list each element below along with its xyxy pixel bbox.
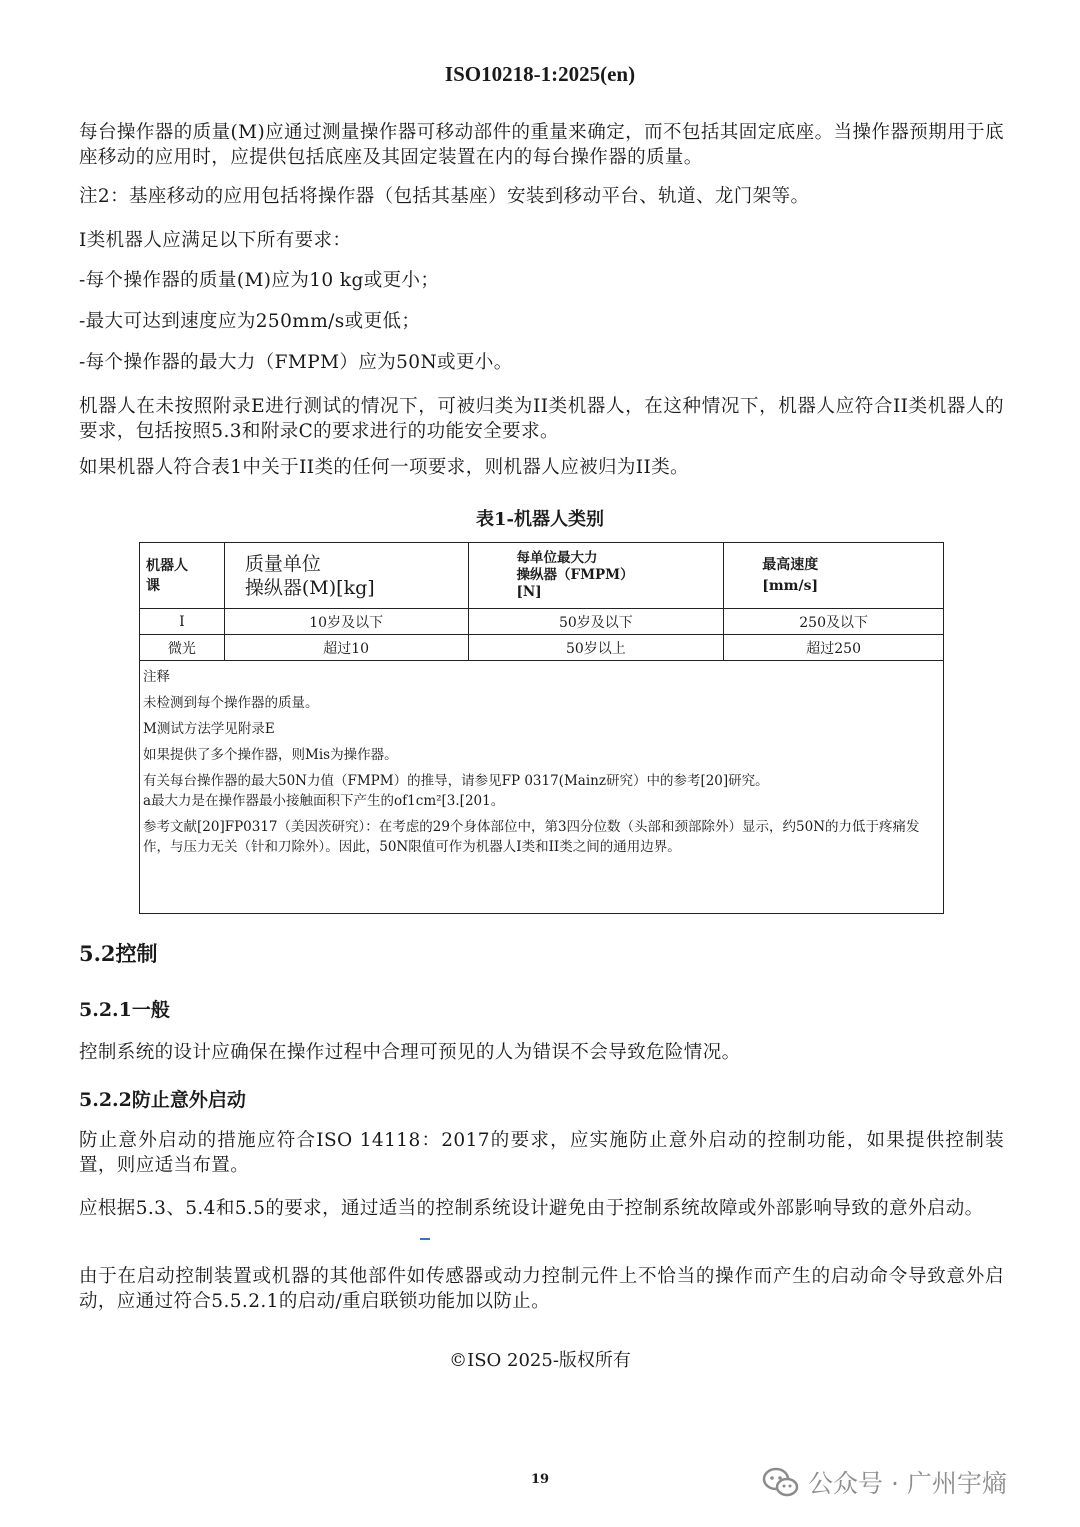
section-5-2-2-paragraph-1: 防止意外启动的措施应符合ISO 14118：2017的要求，应实施防止意外启动的控制功能，如果提供控制装置，则应适当布置。 — [79, 1130, 1004, 1176]
note-line: 未检测到每个操作器的质量。 — [143, 695, 319, 711]
note-line: 有关每台操作器的最大50N力值（FMPM）的推导，请参见FP 0317(Mainz研究）中的参考[20]研究。 — [143, 773, 769, 789]
cell-class: I — [140, 609, 225, 635]
wechat-watermark — [762, 1462, 1007, 1502]
paragraph-class-ii-classification: 机器人在未按照附录E进行测试的情况下，可被归类为II类机器人，在这种情况下，机器人应符合II类机器人的要求，包括按照5.3和附录C的要求进行的功能安全要求。 — [79, 396, 1004, 442]
cell-class: 微光 — [140, 635, 225, 661]
paragraph-table-reference: 如果机器人符合表1中关于II类的任何一项要求，则机器人应被归为II类。 — [79, 457, 690, 478]
table-caption: 表1-机器人类别 — [476, 509, 604, 530]
section-5-2-1-text: 控制系统的设计应确保在操作过程中合理可预见的人为错误不会导致危险情况。 — [79, 1042, 741, 1063]
cell-force: 50岁以上 — [468, 635, 724, 661]
header-max-force: 每单位最大力 操纵器（FMPM） [N] — [468, 543, 724, 609]
watermark-text: 公众号 · 广州宇熵 — [808, 1469, 1007, 1498]
table-notes-row — [140, 661, 944, 914]
robot-class-table — [139, 542, 944, 914]
header-mass: 质量单位 操纵器(M)[kg] — [224, 543, 468, 609]
section-heading-5-2: 5.2控制 — [79, 941, 158, 966]
note-line: 参考文献[20]FP0317（美因茨研究）：在考虑的29个身体部位中，第3四分位数（头部和颈部除外）显示，约50N的力低于疼痛发作，与压力无关（针和刀除外）。因此，50N限值可作为机器人I类和II类之间的通用边界。 — [143, 819, 920, 855]
table-row — [140, 609, 944, 635]
table-header-row — [140, 543, 944, 609]
table-row — [140, 635, 944, 661]
header-robot-class: 机器人 课 — [140, 543, 225, 609]
note-heading: 注释 — [143, 669, 170, 685]
section-heading-5-2-1: 5.2.1一般 — [79, 999, 170, 1021]
note-line: a最大力是在操作器最小接触面积下产生的of1cm²[3.[201。 — [143, 793, 505, 809]
section-heading-5-2-2: 5.2.2防止意外启动 — [79, 1089, 246, 1111]
requirement-force: -每个操作器的最大力（FMPM）应为50N或更小。 — [79, 352, 513, 373]
paragraph-manipulator-mass: 每台操作器的质量(M)应通过测量操作器可移动部件的重量来确定，而不包括其固定底座。当操作器预期用于底座移动的应用时，应提供包括底座及其固定装置在内的每台操作器的质量。 — [79, 122, 1004, 168]
stray-underline-mark — [420, 1238, 430, 1240]
table-notes — [140, 661, 944, 914]
note-2: 注2：基座移动的应用包括将操作器（包括其基座）安装到移动平台、轨道、龙门架等。 — [79, 186, 810, 207]
cell-speed: 250及以下 — [724, 609, 944, 635]
page-number: 19 — [530, 1472, 550, 1487]
cell-mass: 10岁及以下 — [224, 609, 468, 635]
section-5-2-2-paragraph-3: 由于在启动控制装置或机器的其他部件如传感器或动力控制元件上不恰当的操作而产生的启动命令导致意外启动，应通过符合5.5.2.1的启动/重启联锁功能加以防止。 — [79, 1266, 1004, 1312]
section-5-2-2-paragraph-2: 应根据5.3、5.4和5.5的要求，通过适当的控制系统设计避免由于控制系统故障或外部影响导致的意外启动。 — [79, 1198, 984, 1219]
cell-force: 50岁及以下 — [468, 609, 724, 635]
requirement-speed: -最大可达到速度应为250mm/s或更低； — [79, 311, 421, 332]
note-line: M测试方法学见附录E — [143, 721, 275, 737]
class-i-requirements-intro: I类机器人应满足以下所有要求： — [79, 230, 352, 251]
copyright-notice: ©ISO 2025-版权所有 — [449, 1350, 631, 1371]
cell-mass: 超过10 — [224, 635, 468, 661]
header-max-speed: 最高速度 [mm/s] — [724, 543, 944, 609]
note-line: 如果提供了多个操作器，则Mis为操作器。 — [143, 747, 398, 763]
wechat-logo-icon — [762, 1466, 800, 1498]
cell-speed: 超过250 — [724, 635, 944, 661]
document-header-title: ISO10218-1:2025(en) — [444, 62, 636, 86]
requirement-mass: -每个操作器的质量(M)应为10 kg或更小； — [79, 270, 440, 291]
